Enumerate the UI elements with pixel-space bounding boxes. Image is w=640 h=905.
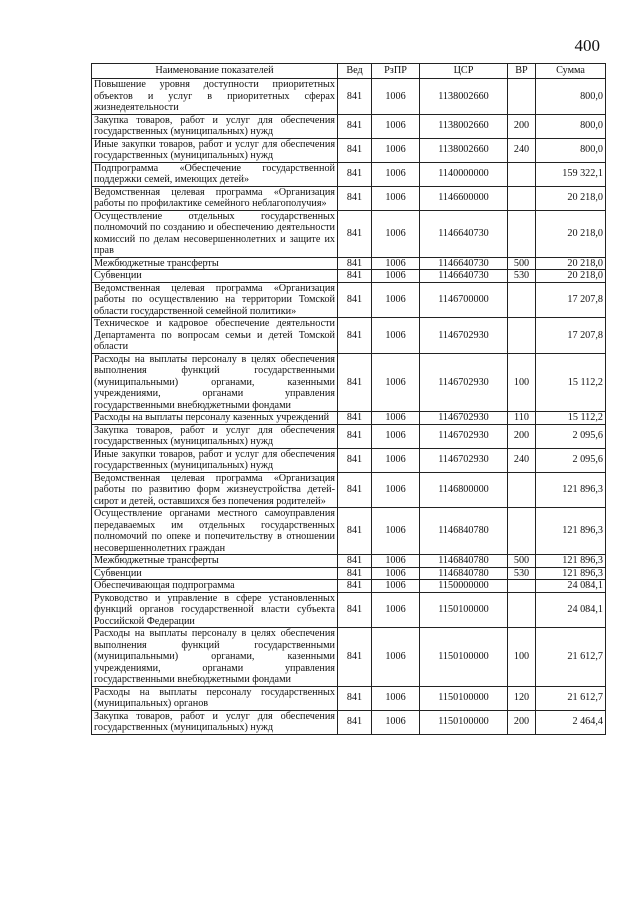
row-vr-cell: 100 [508,353,536,412]
row-name-cell: Повышение уровня доступности приоритетных объектов и услуг в приоритетных сферах жизнедеятельности [92,79,338,115]
row-rzpr-cell: 1006 [372,270,420,283]
row-rzpr-cell: 1006 [372,353,420,412]
row-rzpr-cell: 1006 [372,186,420,210]
row-name-cell: Субвенции [92,270,338,283]
row-vr-cell: 120 [508,686,536,710]
row-name-cell: Межбюджетные трансферты [92,257,338,270]
row-ved-cell: 841 [338,186,372,210]
row-ved-cell: 841 [338,412,372,425]
header-sum: Сумма [536,64,606,79]
row-rzpr-cell: 1006 [372,472,420,508]
row-csr-cell: 1150100000 [420,710,508,734]
row-csr-cell: 1146800000 [420,472,508,508]
row-csr-cell: 1146640730 [420,270,508,283]
row-csr-cell: 1140000000 [420,162,508,186]
row-sum-cell: 159 322,1 [536,162,606,186]
row-rzpr-cell: 1006 [372,710,420,734]
row-csr-cell: 1146840780 [420,555,508,568]
row-sum-cell: 20 218,0 [536,257,606,270]
row-csr-cell: 1138002660 [420,114,508,138]
row-rzpr-cell: 1006 [372,555,420,568]
row-name-cell: Осуществление органами местного самоуправления передаваемых им отдельных государственных полномочий по опеке и попечительству в отношении несовершеннолетних граждан [92,508,338,555]
row-ved-cell: 841 [338,472,372,508]
row-ved-cell: 841 [338,318,372,354]
table-row [92,282,606,318]
row-rzpr-cell: 1006 [372,508,420,555]
row-sum-cell: 15 112,2 [536,412,606,425]
row-csr-cell: 1146840780 [420,567,508,580]
table-row [92,257,606,270]
table-row [92,270,606,283]
row-csr-cell: 1146702930 [420,318,508,354]
row-vr-cell: 110 [508,412,536,425]
row-vr-cell [508,79,536,115]
table-row [92,424,606,448]
row-ved-cell: 841 [338,114,372,138]
row-ved-cell: 841 [338,555,372,568]
row-ved-cell: 841 [338,424,372,448]
row-rzpr-cell: 1006 [372,282,420,318]
row-vr-cell [508,508,536,555]
table-row [92,628,606,687]
row-rzpr-cell: 1006 [372,592,420,628]
row-vr-cell: 240 [508,138,536,162]
row-sum-cell: 2 095,6 [536,424,606,448]
row-name-cell: Иные закупки товаров, работ и услуг для обеспечения государственных (муниципальных) нужд [92,448,338,472]
row-sum-cell: 2 464,4 [536,710,606,734]
row-rzpr-cell: 1006 [372,580,420,593]
page-number: 400 [574,36,600,55]
row-csr-cell: 1150100000 [420,686,508,710]
row-name-cell: Ведомственная целевая программа «Организация работы по развитию форм жизнеустройства детей-сирот и детей, оставшихся без попечения родителей» [92,472,338,508]
row-name-cell: Осуществление отдельных государственных полномочий по созданию и обеспечению деятельности комиссий по делам несовершеннолетних и защите их прав [92,210,338,257]
row-csr-cell: 1146702930 [420,412,508,425]
row-rzpr-cell: 1006 [372,138,420,162]
row-sum-cell: 20 218,0 [536,270,606,283]
row-vr-cell: 530 [508,567,536,580]
table-row [92,114,606,138]
row-csr-cell: 1150100000 [420,592,508,628]
row-csr-cell: 1146702930 [420,353,508,412]
row-csr-cell: 1146640730 [420,210,508,257]
table-row [92,353,606,412]
row-vr-cell [508,162,536,186]
header-name: Наименование показателей [92,64,338,79]
row-csr-cell: 1138002660 [420,138,508,162]
row-vr-cell: 200 [508,114,536,138]
table-row [92,79,606,115]
row-sum-cell: 24 084,1 [536,580,606,593]
row-rzpr-cell: 1006 [372,318,420,354]
row-sum-cell: 800,0 [536,79,606,115]
row-ved-cell: 841 [338,710,372,734]
row-vr-cell [508,318,536,354]
row-vr-cell: 240 [508,448,536,472]
row-name-cell: Закупка товаров, работ и услуг для обеспечения государственных (муниципальных) нужд [92,424,338,448]
row-ved-cell: 841 [338,686,372,710]
row-sum-cell: 121 896,3 [536,472,606,508]
row-vr-cell [508,210,536,257]
row-name-cell: Ведомственная целевая программа «Организация работы по профилактике семейного неблагополучия» [92,186,338,210]
row-sum-cell: 21 612,7 [536,686,606,710]
row-name-cell: Руководство и управление в сфере установленных функций органов государственной власти субъекта Российской Федерации [92,592,338,628]
row-ved-cell: 841 [338,282,372,318]
row-sum-cell: 800,0 [536,138,606,162]
row-csr-cell: 1138002660 [420,79,508,115]
row-ved-cell: 841 [338,567,372,580]
row-sum-cell: 24 084,1 [536,592,606,628]
table-row [92,210,606,257]
row-vr-cell: 500 [508,555,536,568]
row-ved-cell: 841 [338,138,372,162]
row-sum-cell: 121 896,3 [536,555,606,568]
row-vr-cell [508,592,536,628]
row-rzpr-cell: 1006 [372,114,420,138]
row-ved-cell: 841 [338,270,372,283]
row-ved-cell: 841 [338,257,372,270]
row-rzpr-cell: 1006 [372,412,420,425]
table-row [92,186,606,210]
row-vr-cell [508,472,536,508]
row-rzpr-cell: 1006 [372,79,420,115]
row-csr-cell: 1150100000 [420,628,508,687]
row-sum-cell: 21 612,7 [536,628,606,687]
row-ved-cell: 841 [338,628,372,687]
table-row [92,318,606,354]
budget-table [91,63,606,735]
table-row [92,567,606,580]
row-name-cell: Расходы на выплаты персоналу в целях обеспечения выполнения функций государственными (муниципальными) органами, казенными учреждениями, органами управления государственными внебюджетными фондами [92,628,338,687]
row-name-cell: Техническое и кадровое обеспечение деятельности Департамента по вопросам семьи и детей Томской области [92,318,338,354]
row-rzpr-cell: 1006 [372,448,420,472]
header-ved: Вед [338,64,372,79]
row-vr-cell [508,282,536,318]
table-body [92,79,606,735]
row-ved-cell: 841 [338,79,372,115]
row-rzpr-cell: 1006 [372,424,420,448]
row-name-cell: Подпрограмма «Обеспечение государственной поддержки семей, имеющих детей» [92,162,338,186]
table-row [92,710,606,734]
row-csr-cell: 1146702930 [420,448,508,472]
row-vr-cell: 200 [508,424,536,448]
table-row [92,580,606,593]
table-row [92,162,606,186]
row-sum-cell: 17 207,8 [536,318,606,354]
row-csr-cell: 1146702930 [420,424,508,448]
row-vr-cell: 100 [508,628,536,687]
row-name-cell: Закупка товаров, работ и услуг для обеспечения государственных (муниципальных) нужд [92,114,338,138]
table-row [92,448,606,472]
row-vr-cell: 500 [508,257,536,270]
row-sum-cell: 121 896,3 [536,567,606,580]
row-vr-cell: 200 [508,710,536,734]
row-name-cell: Расходы на выплаты персоналу в целях обеспечения выполнения функций государственными (муниципальными) органами, казенными учреждениями, органами управления государственными внебюджетными фондами [92,353,338,412]
header-csr: ЦСР [420,64,508,79]
row-ved-cell: 841 [338,580,372,593]
row-csr-cell: 1146840780 [420,508,508,555]
table-row [92,472,606,508]
row-rzpr-cell: 1006 [372,686,420,710]
header-rzpr: РзПР [372,64,420,79]
row-rzpr-cell: 1006 [372,257,420,270]
row-csr-cell: 1150000000 [420,580,508,593]
row-name-cell: Расходы на выплаты персоналу казенных учреждений [92,412,338,425]
row-name-cell: Субвенции [92,567,338,580]
row-sum-cell: 20 218,0 [536,186,606,210]
row-rzpr-cell: 1006 [372,628,420,687]
table-row [92,592,606,628]
row-vr-cell [508,186,536,210]
row-csr-cell: 1146700000 [420,282,508,318]
row-sum-cell: 121 896,3 [536,508,606,555]
row-ved-cell: 841 [338,353,372,412]
table-row [92,138,606,162]
row-name-cell: Межбюджетные трансферты [92,555,338,568]
row-vr-cell: 530 [508,270,536,283]
row-sum-cell: 20 218,0 [536,210,606,257]
row-sum-cell: 800,0 [536,114,606,138]
row-name-cell: Ведомственная целевая программа «Организация работы по осуществлению на территории Томской области государственной семейной политики» [92,282,338,318]
row-name-cell: Расходы на выплаты персоналу государственных (муниципальных) органов [92,686,338,710]
row-csr-cell: 1146600000 [420,186,508,210]
row-rzpr-cell: 1006 [372,567,420,580]
row-sum-cell: 2 095,6 [536,448,606,472]
table-row [92,508,606,555]
row-ved-cell: 841 [338,508,372,555]
row-ved-cell: 841 [338,162,372,186]
table-header-row [92,64,606,79]
row-ved-cell: 841 [338,210,372,257]
table-row [92,686,606,710]
row-ved-cell: 841 [338,448,372,472]
row-name-cell: Закупка товаров, работ и услуг для обеспечения государственных (муниципальных) нужд [92,710,338,734]
row-vr-cell [508,580,536,593]
table-row [92,412,606,425]
row-csr-cell: 1146640730 [420,257,508,270]
header-vr: ВР [508,64,536,79]
row-name-cell: Обеспечивающая подпрограмма [92,580,338,593]
row-rzpr-cell: 1006 [372,210,420,257]
row-rzpr-cell: 1006 [372,162,420,186]
row-sum-cell: 15 112,2 [536,353,606,412]
row-ved-cell: 841 [338,592,372,628]
row-sum-cell: 17 207,8 [536,282,606,318]
row-name-cell: Иные закупки товаров, работ и услуг для обеспечения государственных (муниципальных) нужд [92,138,338,162]
table-row [92,555,606,568]
